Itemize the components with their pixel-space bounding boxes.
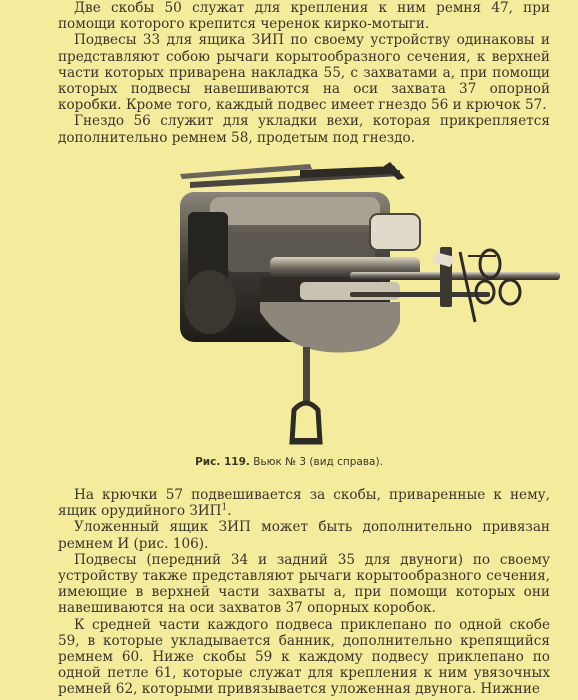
stirrup	[290, 347, 322, 444]
paragraph: Гнездо 56 служит для укладки вехи, которая прикрепляется дополнительно ремнем 58, продетым под гнездо.	[58, 113, 550, 146]
text-block-bottom	[58, 487, 550, 698]
paragraph: Уложенный ящик ЗИП может быть дополнительно привязан ремнем И (рис. 106).	[58, 519, 550, 552]
pack-load-illustration	[150, 152, 570, 452]
paragraph-text: На крючки 57 подвешивается за скобы, приваренные к нему, ящик орудийного ЗИП	[58, 487, 550, 520]
paragraph: К средней части каждого подвеса приклепано по одной скобе 59, в которые укладывается банник, дополнительно крепящийся ремнем 60. Ниже скобы 59 к каждому подвесу приклепано по одной петле 61, которые служат для крепления к ним увязочных ремней 62, которыми привязывается уложенная двунога. Нижние	[58, 616, 550, 698]
saddle-pad	[260, 302, 400, 353]
caption-label: Рис. 119.	[195, 456, 250, 468]
paragraph: Подвесы 33 для ящика ЗИП по своему устройству одинаковы и представляют собою рычаги корытообразного сечения, к верхней части которых приварена накладка 55, с захватами а, при помощи которых подвесы навешиваются на оси захвата 37 опорной коробки. Кроме того, каждый подвес имеет гнездо 56 и крючок 57.	[58, 32, 550, 114]
paragraph: Две скобы 50 служат для крепления к ним ремня 47, при помощи которого крепится черенок кирко-мотыги.	[58, 0, 550, 33]
paragraph: Подвесы (передний 34 и задний 35 для двуноги) по своему устройству также представляют рычаги корытообразного сечения, имеющие в верхней части захваты а, при помощи которых они навешиваются на оси захватов 37 опорных коробок.	[58, 551, 550, 617]
figure-caption	[0, 456, 578, 468]
paragraph-end: .	[227, 503, 232, 520]
caption-text: Вьюк № 3 (вид справа).	[253, 456, 383, 468]
paragraph	[58, 487, 550, 519]
ring-tips	[460, 250, 520, 322]
footnote-mark: 1	[221, 502, 228, 513]
top-rods	[180, 162, 405, 188]
text-block-top	[58, 0, 550, 146]
